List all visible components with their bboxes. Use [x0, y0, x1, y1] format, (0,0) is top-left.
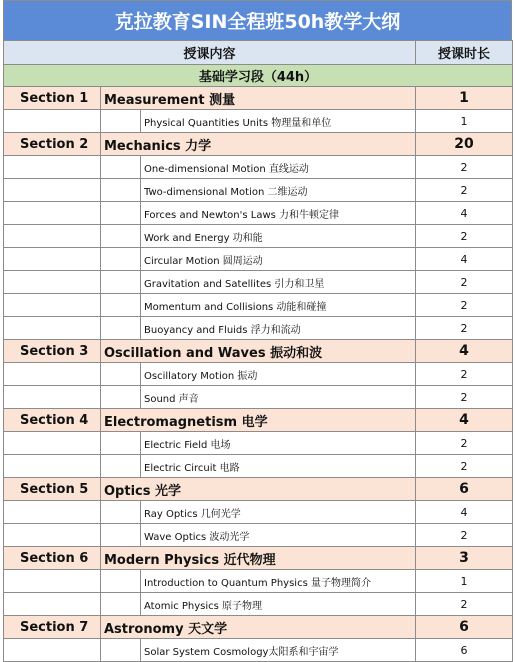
- section-row: [4, 616, 513, 639]
- topic-name: Atomic Physics 原子物理: [141, 593, 416, 616]
- topic-hours: 1: [416, 570, 513, 593]
- topic-blank-cell: [101, 317, 141, 340]
- topic-hours: 2: [416, 432, 513, 455]
- topic-blank-cell: [101, 639, 141, 662]
- topic-hours: 2: [416, 524, 513, 547]
- section-title: Modern Physics 近代物理: [101, 547, 416, 570]
- section-hours: 4: [416, 409, 513, 432]
- topic-blank-cell: [4, 386, 101, 409]
- topic-row: [4, 524, 513, 547]
- stage-row: [4, 65, 513, 87]
- topic-name: Oscillatory Motion 振动: [141, 363, 416, 386]
- topic-row: [4, 156, 513, 179]
- section-label: Section 1: [4, 87, 101, 110]
- topic-blank-cell: [101, 248, 141, 271]
- topic-blank-cell: [101, 524, 141, 547]
- section-row: [4, 340, 513, 363]
- topic-hours: 2: [416, 225, 513, 248]
- topic-blank-cell: [101, 202, 141, 225]
- topic-row: [4, 639, 513, 662]
- topic-hours: 4: [416, 501, 513, 524]
- topic-blank-cell: [101, 501, 141, 524]
- topic-blank-cell: [101, 455, 141, 478]
- section-hours: 4: [416, 340, 513, 363]
- topic-blank-cell: [4, 432, 101, 455]
- topic-hours: 2: [416, 386, 513, 409]
- sheet-title: 克拉教育SIN全程班50h教学大纲: [3, 0, 512, 40]
- topic-hours: 2: [416, 363, 513, 386]
- topic-blank-cell: [4, 248, 101, 271]
- topic-name: Physical Quantities Units 物理量和单位: [141, 110, 416, 133]
- topic-name: Wave Optics 波动光学: [141, 524, 416, 547]
- section-title: Oscillation and Waves 振动和波: [101, 340, 416, 363]
- topic-name: Two-dimensional Motion 二维运动: [141, 179, 416, 202]
- topic-name: Introduction to Quantum Physics 量子物理简介: [141, 570, 416, 593]
- topic-blank-cell: [101, 432, 141, 455]
- topic-blank-cell: [4, 593, 101, 616]
- topic-hours: 1: [416, 110, 513, 133]
- section-row: [4, 87, 513, 110]
- topic-name: Forces and Newton's Laws 力和牛顿定律: [141, 202, 416, 225]
- topic-row: [4, 455, 513, 478]
- topic-row: [4, 593, 513, 616]
- topic-hours: 2: [416, 455, 513, 478]
- topic-blank-cell: [4, 179, 101, 202]
- topic-blank-cell: [101, 179, 141, 202]
- topic-name: Electric Field 电场: [141, 432, 416, 455]
- topic-blank-cell: [4, 524, 101, 547]
- topic-blank-cell: [101, 156, 141, 179]
- topic-blank-cell: [4, 271, 101, 294]
- section-title: Measurement 测量: [101, 87, 416, 110]
- topic-row: [4, 294, 513, 317]
- topic-blank-cell: [101, 593, 141, 616]
- topic-hours: 2: [416, 156, 513, 179]
- section-label: Section 7: [4, 616, 101, 639]
- topic-hours: 2: [416, 317, 513, 340]
- topic-hours: 4: [416, 248, 513, 271]
- header-content-cell: 授课内容: [4, 41, 416, 65]
- topic-name: Sound 声音: [141, 386, 416, 409]
- topic-name: Gravitation and Satellites 引力和卫星: [141, 271, 416, 294]
- topic-blank-cell: [101, 110, 141, 133]
- section-title: Electromagnetism 电学: [101, 409, 416, 432]
- section-title: Mechanics 力学: [101, 133, 416, 156]
- section-row: [4, 478, 513, 501]
- topic-blank-cell: [101, 570, 141, 593]
- section-label: Section 2: [4, 133, 101, 156]
- topic-row: [4, 179, 513, 202]
- header-duration-cell: 授课时长: [416, 41, 513, 65]
- section-hours: 1: [416, 87, 513, 110]
- topic-blank-cell: [4, 639, 101, 662]
- section-label: Section 4: [4, 409, 101, 432]
- topic-blank-cell: [101, 294, 141, 317]
- section-title: Astronomy 天文学: [101, 616, 416, 639]
- topic-blank-cell: [4, 501, 101, 524]
- topic-row: [4, 110, 513, 133]
- topic-blank-cell: [101, 363, 141, 386]
- topic-blank-cell: [4, 202, 101, 225]
- topic-name: Buoyancy and Fluids 浮力和流动: [141, 317, 416, 340]
- topic-hours: 2: [416, 294, 513, 317]
- section-row: [4, 409, 513, 432]
- topic-name: Circular Motion 圆周运动: [141, 248, 416, 271]
- section-title: Optics 光学: [101, 478, 416, 501]
- topic-hours: 2: [416, 179, 513, 202]
- topic-blank-cell: [101, 271, 141, 294]
- topic-row: [4, 501, 513, 524]
- topic-name: Solar System Cosmology太阳系和宇宙学: [141, 639, 416, 662]
- topic-blank-cell: [4, 294, 101, 317]
- topic-name: Ray Optics 几何光学: [141, 501, 416, 524]
- table-header-row: [4, 41, 513, 65]
- topic-row: [4, 202, 513, 225]
- topic-blank-cell: [4, 156, 101, 179]
- section-hours: 3: [416, 547, 513, 570]
- topic-name: One-dimensional Motion 直线运动: [141, 156, 416, 179]
- section-hours: 6: [416, 478, 513, 501]
- topic-name: Momentum and Collisions 动能和碰撞: [141, 294, 416, 317]
- section-label: Section 6: [4, 547, 101, 570]
- section-hours: 6: [416, 616, 513, 639]
- topic-row: [4, 225, 513, 248]
- topic-name: Work and Energy 功和能: [141, 225, 416, 248]
- section-hours: 20: [416, 133, 513, 156]
- topic-blank-cell: [101, 225, 141, 248]
- stage-cell: 基础学习段（44h）: [4, 65, 513, 87]
- topic-blank-cell: [4, 317, 101, 340]
- syllabus-table: [3, 40, 513, 662]
- section-row: [4, 133, 513, 156]
- topic-blank-cell: [4, 110, 101, 133]
- topic-row: [4, 363, 513, 386]
- section-label: Section 5: [4, 478, 101, 501]
- topic-row: [4, 271, 513, 294]
- topic-row: [4, 570, 513, 593]
- topic-hours: 2: [416, 271, 513, 294]
- topic-name: Electric Circuit 电路: [141, 455, 416, 478]
- topic-hours: 4: [416, 202, 513, 225]
- topic-hours: 6: [416, 639, 513, 662]
- topic-row: [4, 432, 513, 455]
- topic-row: [4, 248, 513, 271]
- topic-blank-cell: [4, 455, 101, 478]
- topic-blank-cell: [101, 386, 141, 409]
- topic-row: [4, 317, 513, 340]
- topic-row: [4, 386, 513, 409]
- topic-blank-cell: [4, 225, 101, 248]
- topic-blank-cell: [4, 363, 101, 386]
- section-row: [4, 547, 513, 570]
- topic-blank-cell: [4, 570, 101, 593]
- section-label: Section 3: [4, 340, 101, 363]
- topic-hours: 2: [416, 593, 513, 616]
